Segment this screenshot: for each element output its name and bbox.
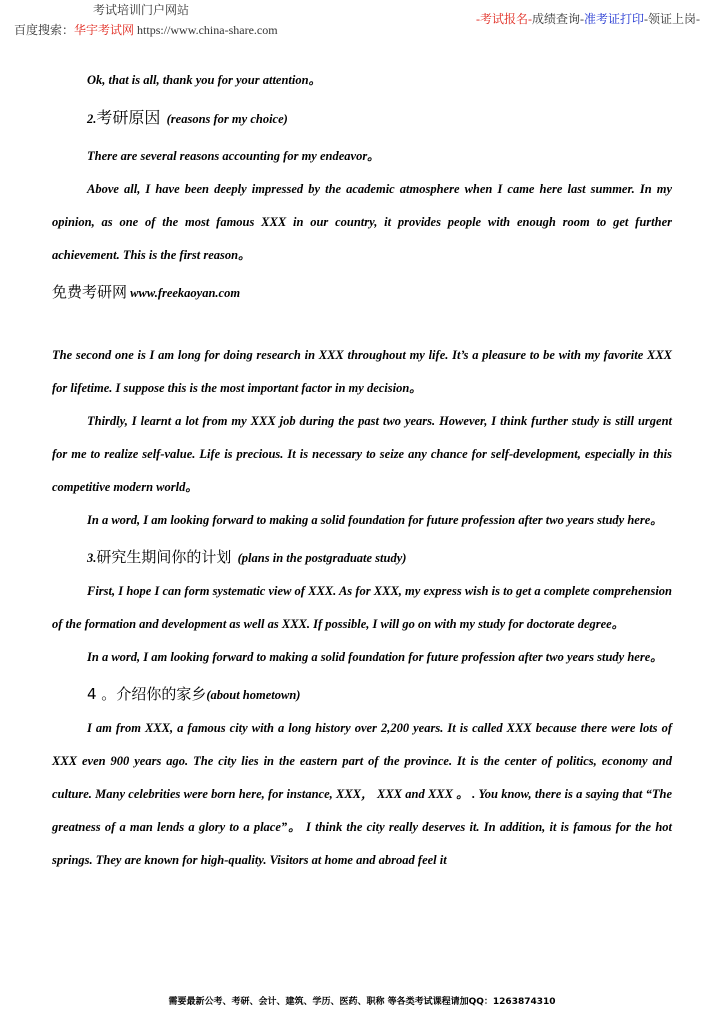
paragraph: In a word, I am looking forward to making a solid foundation for future profession after two years study here。 bbox=[87, 513, 663, 527]
paragraph: First, I hope I can form systematic view of XXX. As for XXX, my express wish is to get a complete comprehension of the formation and development as well as XXX. If possible, I will go on with my study for doctorate degree。 bbox=[52, 584, 672, 631]
heading-chinese: 考研原因 bbox=[96, 108, 161, 127]
admit-link[interactable]: 准考证打印 bbox=[583, 12, 644, 26]
section-heading-2 bbox=[52, 101, 672, 136]
heading-number: 3. bbox=[87, 551, 97, 565]
search-hint bbox=[14, 21, 278, 38]
score-link[interactable]: 成绩查询- bbox=[531, 12, 584, 26]
paragraph: I am from XXX, a famous city with a long history over 2,200 years. It is called XXX because there were lots of XXX even 900 years ago. The city lies in the eastern part of the province. It is the center of politics, economy and culture. Many celebrities were born here, for instance, XXX， XXX and XXX 。 . You know, there is a saying that “The greatness of a man lends a glory to a place”。 I think the city really deserves it. In addition, it is famous for the hot springs. They are known for high-quality. Visitors at home and abroad feel it bbox=[52, 721, 672, 867]
heading-chinese: 研究生期间你的计划 bbox=[96, 548, 232, 566]
paragraph: Ok, that is all, thank you for your attention。 bbox=[87, 73, 322, 87]
document-body bbox=[52, 64, 672, 877]
search-brand-link[interactable]: 华宇考试网 bbox=[74, 23, 135, 37]
cert-link[interactable]: -领证上岗- bbox=[644, 12, 700, 26]
signup-link[interactable]: -考试报名- bbox=[475, 12, 532, 26]
ad-chinese: 免费考研网 bbox=[52, 283, 128, 301]
header-links bbox=[476, 10, 700, 27]
heading-english: (reasons for my choice) bbox=[166, 112, 288, 126]
heading-number: 4 。 bbox=[87, 685, 117, 703]
heading-number: 2. bbox=[87, 112, 97, 126]
section-heading-4 bbox=[52, 678, 672, 712]
heading-english: (plans in the postgraduate study) bbox=[237, 551, 407, 565]
paragraph: Above all, I have been deeply impressed by the academic atmosphere when I came here last summer. In my opinion, as one of the most famous XXX in our country, it provides people with enough room to get further achievement. This is the first reason。 bbox=[52, 182, 672, 262]
section-heading-3 bbox=[52, 541, 672, 575]
heading-chinese: 介绍你的家乡 bbox=[116, 685, 207, 703]
search-url[interactable]: https://www.china-share.com bbox=[137, 23, 278, 37]
paragraph: The second one is I am long for doing research in XXX throughout my life. It’s a pleasure to be with my favorite XXX for lifetime. I suppose this is the most important factor in my decision。 bbox=[52, 348, 672, 395]
paragraph: In a word, I am looking forward to making a solid foundation for future profession after two years study here。 bbox=[87, 650, 663, 664]
site-title: 考试培训门户网站 bbox=[93, 3, 190, 17]
heading-english: (about hometown) bbox=[206, 688, 301, 702]
footer-notice: 需要最新公考、考研、会计、建筑、学历、医药、职称 等各类考试课程请加QQ：1263874310 bbox=[168, 997, 556, 1007]
search-prefix: 百度搜索： bbox=[14, 23, 75, 37]
paragraph: There are several reasons accounting for my endeavor。 bbox=[87, 149, 380, 163]
ad-url[interactable]: www.freekaoyan.com bbox=[130, 286, 241, 300]
paragraph: Thirdly, I learnt a lot from my XXX job during the past two years. However, I think further study is still urgent for me to realize self-value. Life is precious. It is necessary to seize any chance for self-development, especially in this competitive modern world。 bbox=[52, 414, 672, 494]
ad-line bbox=[52, 276, 672, 310]
